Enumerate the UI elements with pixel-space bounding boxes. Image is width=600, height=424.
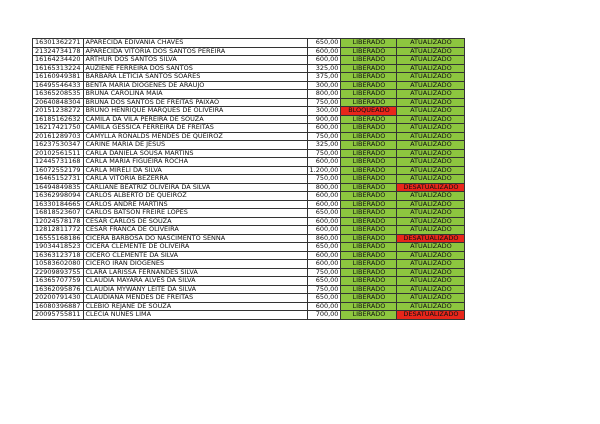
- name-cell: CARINE MARIA DE JESUS: [83, 141, 307, 150]
- table-row: [33, 234, 465, 243]
- cpf-cell: 16185162632: [33, 115, 84, 124]
- update-status-cell: ATUALIZADO: [397, 285, 465, 294]
- cpf-cell: 16362095876: [33, 285, 84, 294]
- table-row: [33, 209, 465, 218]
- status-cell: LIBERADO: [341, 311, 397, 320]
- table-row: [33, 302, 465, 311]
- update-status-cell: ATUALIZADO: [397, 226, 465, 235]
- table-row: [33, 285, 465, 294]
- name-cell: ARTHUR DOS SANTOS SILVA: [83, 56, 307, 65]
- update-status-cell: ATUALIZADO: [397, 124, 465, 133]
- name-cell: BRUNO HENRIQUE MARQUES DE OLIVEIRA: [83, 107, 307, 116]
- name-cell: CLAUDIANA MENDES DE FREITAS: [83, 294, 307, 303]
- name-cell: CICERO CLEMENTE DA SILVA: [83, 251, 307, 260]
- table-row: [33, 294, 465, 303]
- cpf-cell: 12024578178: [33, 217, 84, 226]
- cpf-cell: 16555168186: [33, 234, 84, 243]
- value-cell: 325,00: [307, 141, 341, 150]
- name-cell: CARLA MARIA FIGUEIRA ROCHA: [83, 158, 307, 167]
- update-status-cell: ATUALIZADO: [397, 141, 465, 150]
- cpf-cell: 20640848304: [33, 98, 84, 107]
- value-cell: 860,00: [307, 234, 341, 243]
- name-cell: CAMILA DA VILA PEREIRA DE SOUZA: [83, 115, 307, 124]
- value-cell: 800,00: [307, 183, 341, 192]
- value-cell: 300,00: [307, 81, 341, 90]
- table-row: [33, 183, 465, 192]
- cpf-cell: 16330184665: [33, 200, 84, 209]
- update-status-cell: ATUALIZADO: [397, 81, 465, 90]
- value-cell: 650,00: [307, 277, 341, 286]
- name-cell: CARLOS ALBERTO DE QUEIROZ: [83, 192, 307, 201]
- status-cell: LIBERADO: [341, 166, 397, 175]
- value-cell: 600,00: [307, 124, 341, 133]
- cpf-cell: 20151238272: [33, 107, 84, 116]
- name-cell: CLECIA NUNES LIMA: [83, 311, 307, 320]
- table-row: [33, 192, 465, 201]
- name-cell: CARLA VITORIA BEZERRA: [83, 175, 307, 184]
- update-status-cell: ATUALIZADO: [397, 56, 465, 65]
- value-cell: 750,00: [307, 132, 341, 141]
- table-row: [33, 277, 465, 286]
- cpf-cell: 16080396887: [33, 302, 84, 311]
- status-cell: LIBERADO: [341, 302, 397, 311]
- value-cell: 600,00: [307, 47, 341, 56]
- table-row: [33, 260, 465, 269]
- name-cell: CESAR CARLOS DE SOUZA: [83, 217, 307, 226]
- table-row: [33, 47, 465, 56]
- table-row: [33, 115, 465, 124]
- status-cell: LIBERADO: [341, 234, 397, 243]
- table-body: [33, 39, 465, 320]
- table-row: [33, 90, 465, 99]
- cpf-cell: 16365707759: [33, 277, 84, 286]
- name-cell: APARECIDA EDIVANIA CHAVES: [83, 39, 307, 48]
- table-row: [33, 98, 465, 107]
- table-row: [33, 107, 465, 116]
- value-cell: 300,00: [307, 107, 341, 116]
- cpf-cell: 20161289703: [33, 132, 84, 141]
- status-cell: LIBERADO: [341, 56, 397, 65]
- table-row: [33, 217, 465, 226]
- status-cell: LIBERADO: [341, 64, 397, 73]
- update-status-cell: ATUALIZADO: [397, 64, 465, 73]
- value-cell: 1.200,00: [307, 166, 341, 175]
- value-cell: 750,00: [307, 149, 341, 158]
- table-row: [33, 158, 465, 167]
- name-cell: CARLOS BATSON FREIRE LOPES: [83, 209, 307, 218]
- status-cell: LIBERADO: [341, 132, 397, 141]
- name-cell: CARLA DANIELA SOUSA MARTINS: [83, 149, 307, 158]
- table-row: [33, 64, 465, 73]
- update-status-cell: ATUALIZADO: [397, 260, 465, 269]
- cpf-cell: 16237530347: [33, 141, 84, 150]
- value-cell: 375,00: [307, 73, 341, 82]
- cpf-cell: 16363123718: [33, 251, 84, 260]
- table-row: [33, 251, 465, 260]
- update-status-cell: ATUALIZADO: [397, 243, 465, 252]
- update-status-cell: ATUALIZADO: [397, 200, 465, 209]
- status-cell: LIBERADO: [341, 243, 397, 252]
- table-row: [33, 124, 465, 133]
- update-status-cell: DESATUALIZADO: [397, 183, 465, 192]
- name-cell: CICERO IRAN DIOGENES: [83, 260, 307, 269]
- name-cell: BRUNA DOS SANTOS DE FREITAS PAIXAO: [83, 98, 307, 107]
- status-cell: LIBERADO: [341, 209, 397, 218]
- name-cell: CLARA LARISSA FERNANDES SILVA: [83, 268, 307, 277]
- status-cell: LIBERADO: [341, 285, 397, 294]
- value-cell: 750,00: [307, 285, 341, 294]
- name-cell: CICERA CLEMENTE DE OLIVEIRA: [83, 243, 307, 252]
- status-cell: LIBERADO: [341, 158, 397, 167]
- value-cell: 750,00: [307, 268, 341, 277]
- name-cell: CICERA BARBOSA DO NASCIMENTO SENNA: [83, 234, 307, 243]
- cpf-cell: 16362998094: [33, 192, 84, 201]
- status-cell: LIBERADO: [341, 260, 397, 269]
- update-status-cell: ATUALIZADO: [397, 149, 465, 158]
- table-row: [33, 200, 465, 209]
- status-cell: LIBERADO: [341, 226, 397, 235]
- name-cell: CAMYLLA RONALDS MENDES DE QUEIROZ: [83, 132, 307, 141]
- update-status-cell: ATUALIZADO: [397, 73, 465, 82]
- table-row: [33, 268, 465, 277]
- name-cell: CLAUDIA MAYARA ALVES DA SILVA: [83, 277, 307, 286]
- status-cell: LIBERADO: [341, 47, 397, 56]
- table-row: [33, 243, 465, 252]
- name-cell: APARECIDA VITORIA DOS SANTOS PEREIRA: [83, 47, 307, 56]
- status-cell: LIBERADO: [341, 183, 397, 192]
- table-row: [33, 149, 465, 158]
- name-cell: CARLOS ANDRE MARTINS: [83, 200, 307, 209]
- status-cell: LIBERADO: [341, 98, 397, 107]
- table-row: [33, 73, 465, 82]
- value-cell: 650,00: [307, 243, 341, 252]
- cpf-cell: 16164234420: [33, 56, 84, 65]
- value-cell: 800,00: [307, 90, 341, 99]
- status-cell: LIBERADO: [341, 200, 397, 209]
- value-cell: 600,00: [307, 217, 341, 226]
- value-cell: 600,00: [307, 251, 341, 260]
- update-status-cell: ATUALIZADO: [397, 277, 465, 286]
- cpf-cell: 16818523607: [33, 209, 84, 218]
- update-status-cell: ATUALIZADO: [397, 158, 465, 167]
- value-cell: 700,00: [307, 311, 341, 320]
- update-status-cell: ATUALIZADO: [397, 39, 465, 48]
- status-cell: LIBERADO: [341, 124, 397, 133]
- cpf-cell: 12812811772: [33, 226, 84, 235]
- cpf-cell: 16494849835: [33, 183, 84, 192]
- status-cell: BLOQUEADO: [341, 107, 397, 116]
- table-row: [33, 141, 465, 150]
- update-status-cell: ATUALIZADO: [397, 115, 465, 124]
- name-cell: CARLIANE BEATRIZ OLIVEIRA DA SILVA: [83, 183, 307, 192]
- status-cell: LIBERADO: [341, 81, 397, 90]
- status-cell: LIBERADO: [341, 277, 397, 286]
- status-cell: LIBERADO: [341, 217, 397, 226]
- name-cell: BRUNA CAROLINA MAIA: [83, 90, 307, 99]
- status-cell: LIBERADO: [341, 73, 397, 82]
- status-cell: LIBERADO: [341, 268, 397, 277]
- value-cell: 650,00: [307, 39, 341, 48]
- cpf-cell: 20200791430: [33, 294, 84, 303]
- value-cell: 650,00: [307, 294, 341, 303]
- cpf-cell: 19034418523: [33, 243, 84, 252]
- cpf-cell: 16165313224: [33, 64, 84, 73]
- beneficiaries-table: [32, 38, 465, 320]
- value-cell: 650,00: [307, 209, 341, 218]
- name-cell: CARLA MIRELI DA SILVA: [83, 166, 307, 175]
- name-cell: BARBARA LETICIA SANTOS SOARES: [83, 73, 307, 82]
- value-cell: 600,00: [307, 260, 341, 269]
- name-cell: CLEBIO REJANE DE SOUZA: [83, 302, 307, 311]
- status-cell: LIBERADO: [341, 251, 397, 260]
- cpf-cell: 20102561511: [33, 149, 84, 158]
- status-cell: LIBERADO: [341, 149, 397, 158]
- value-cell: 750,00: [307, 98, 341, 107]
- name-cell: CAMILA GESSICA FERREIRA DE FREITAS: [83, 124, 307, 133]
- cpf-cell: 21324734178: [33, 47, 84, 56]
- update-status-cell: DESATUALIZADO: [397, 234, 465, 243]
- update-status-cell: ATUALIZADO: [397, 175, 465, 184]
- name-cell: CLAUDIA MYWANY LEITE DA SILVA: [83, 285, 307, 294]
- table-row: [33, 132, 465, 141]
- value-cell: 600,00: [307, 158, 341, 167]
- table-row: [33, 81, 465, 90]
- update-status-cell: DESATUALIZADO: [397, 311, 465, 320]
- update-status-cell: ATUALIZADO: [397, 47, 465, 56]
- status-cell: LIBERADO: [341, 90, 397, 99]
- status-cell: LIBERADO: [341, 115, 397, 124]
- value-cell: 600,00: [307, 56, 341, 65]
- value-cell: 600,00: [307, 226, 341, 235]
- update-status-cell: ATUALIZADO: [397, 251, 465, 260]
- cpf-cell: 16495546433: [33, 81, 84, 90]
- update-status-cell: ATUALIZADO: [397, 268, 465, 277]
- value-cell: 750,00: [307, 175, 341, 184]
- value-cell: 600,00: [307, 200, 341, 209]
- cpf-cell: 22909893755: [33, 268, 84, 277]
- cpf-cell: 16160949381: [33, 73, 84, 82]
- table-row: [33, 311, 465, 320]
- cpf-cell: 16217421750: [33, 124, 84, 133]
- update-status-cell: ATUALIZADO: [397, 166, 465, 175]
- update-status-cell: ATUALIZADO: [397, 192, 465, 201]
- status-cell: LIBERADO: [341, 175, 397, 184]
- status-cell: LIBERADO: [341, 192, 397, 201]
- name-cell: CESAR FRANCA DE OLIVEIRA: [83, 226, 307, 235]
- update-status-cell: ATUALIZADO: [397, 302, 465, 311]
- value-cell: 600,00: [307, 192, 341, 201]
- cpf-cell: 16365208535: [33, 90, 84, 99]
- status-cell: LIBERADO: [341, 141, 397, 150]
- name-cell: AUZIENE FERREIRA DOS SANTOS: [83, 64, 307, 73]
- status-cell: LIBERADO: [341, 39, 397, 48]
- update-status-cell: ATUALIZADO: [397, 294, 465, 303]
- table-row: [33, 56, 465, 65]
- value-cell: 325,00: [307, 64, 341, 73]
- update-status-cell: ATUALIZADO: [397, 98, 465, 107]
- update-status-cell: ATUALIZADO: [397, 90, 465, 99]
- table-row: [33, 226, 465, 235]
- cpf-cell: 10583602080: [33, 260, 84, 269]
- cpf-cell: 12445731168: [33, 158, 84, 167]
- cpf-cell: 16072552179: [33, 166, 84, 175]
- update-status-cell: ATUALIZADO: [397, 132, 465, 141]
- cpf-cell: 16301362271: [33, 39, 84, 48]
- status-cell: LIBERADO: [341, 294, 397, 303]
- value-cell: 600,00: [307, 302, 341, 311]
- table-row: [33, 39, 465, 48]
- table-row: [33, 166, 465, 175]
- value-cell: 900,00: [307, 115, 341, 124]
- table-row: [33, 175, 465, 184]
- cpf-cell: 16465152731: [33, 175, 84, 184]
- name-cell: BENTA MARIA DIOGENES DE ARAUJO: [83, 81, 307, 90]
- update-status-cell: ATUALIZADO: [397, 217, 465, 226]
- update-status-cell: ATUALIZADO: [397, 107, 465, 116]
- update-status-cell: ATUALIZADO: [397, 209, 465, 218]
- cpf-cell: 20095755811: [33, 311, 84, 320]
